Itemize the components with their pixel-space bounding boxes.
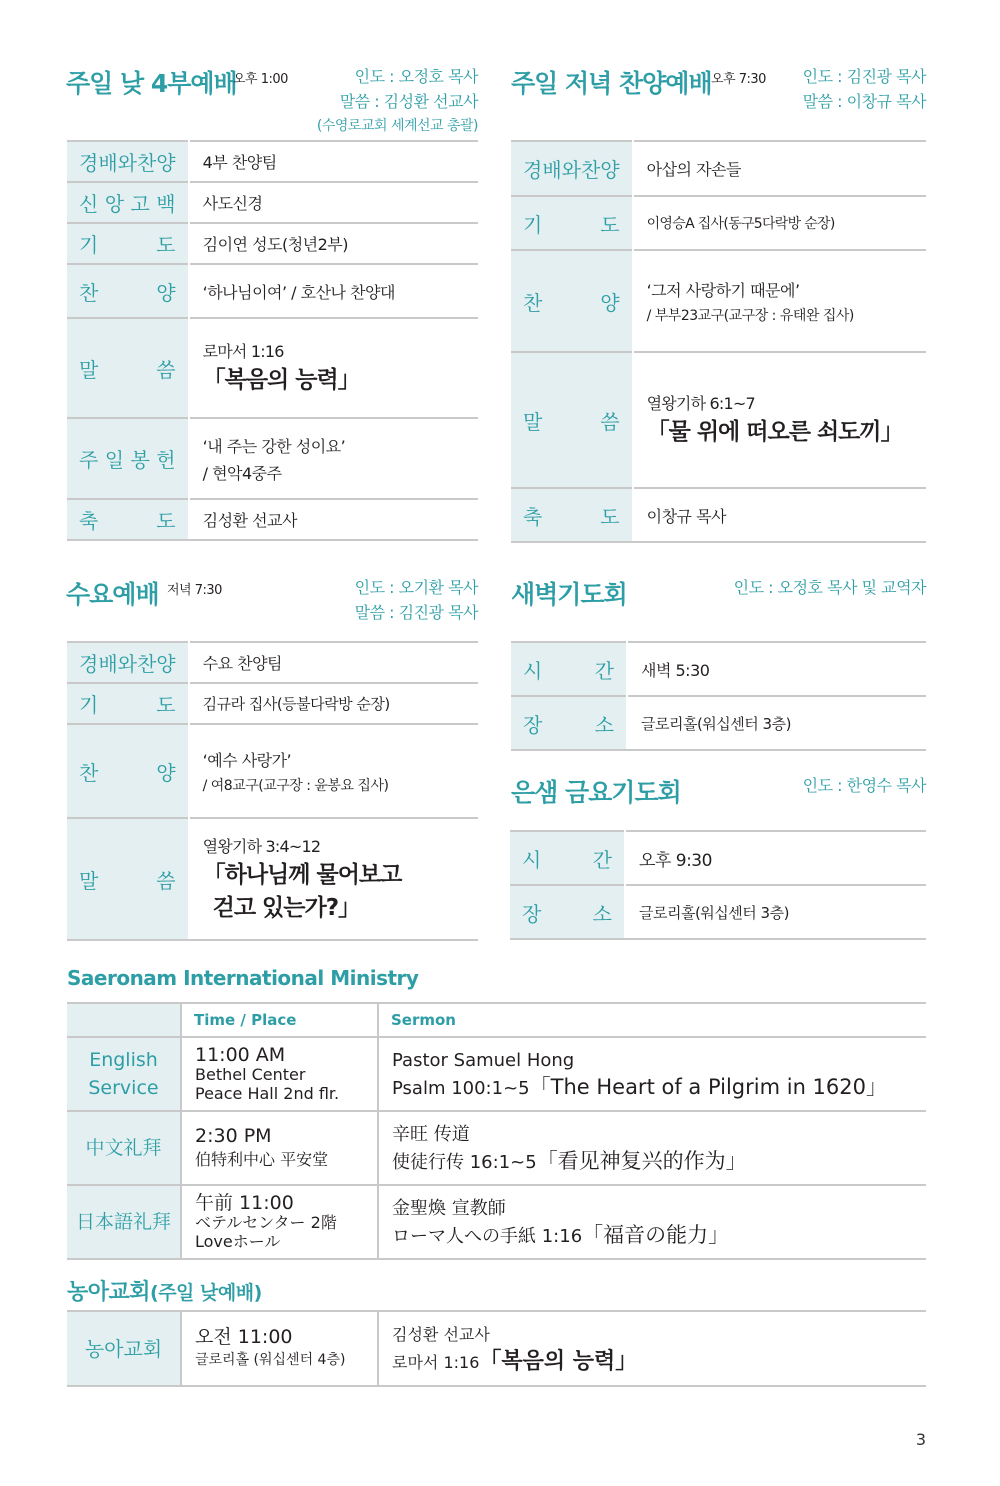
row-label: 찬 양: [511, 250, 633, 352]
row-value: 수요 찬양팀: [189, 642, 478, 683]
table-header-row: [67, 1003, 926, 1037]
table-row: [67, 1037, 926, 1111]
row-label: 기 도: [67, 683, 189, 724]
row-time-place: 오전 11:00 글로리홀 (워십센터 4층): [181, 1311, 378, 1386]
row-label: 기 도: [67, 223, 189, 264]
wed-leaders: [355, 575, 478, 625]
intl-title: Saeronam International Ministry: [67, 966, 419, 990]
offering-song: ‘내 주는 강한 성이요’: [202, 436, 346, 456]
table-row: [510, 831, 926, 885]
row-label: 축 도: [511, 488, 633, 542]
row-value: [189, 818, 478, 940]
table-row: [511, 488, 926, 542]
row-value: [189, 318, 478, 418]
wed-lead: 인도 : 오기환 목사: [354, 578, 478, 597]
table-row: [67, 1185, 926, 1259]
sermon-title-line2: 걷고 있는가?」: [212, 894, 361, 921]
row-label: 말 씀: [67, 818, 189, 940]
scripture-ref: 열왕기하 6:1~7: [646, 394, 755, 413]
table-row: [67, 418, 478, 499]
page-number: 3: [915, 1430, 926, 1449]
wed-preacher: 말씀 : 김진광 목사: [354, 603, 478, 622]
deaf-table: [67, 1310, 926, 1387]
table-row: [67, 182, 478, 223]
row-label: 말 씀: [511, 352, 633, 488]
sunday-eve-lead: 인도 : 김진광 목사: [802, 67, 926, 86]
row-label-deaf: 농아교회: [67, 1311, 181, 1386]
table-row: [511, 696, 926, 750]
table-row: [67, 264, 478, 318]
table-row: [67, 1111, 926, 1185]
sunday-eve-leaders: [803, 64, 926, 114]
table-row: [67, 724, 478, 818]
table-row: [511, 196, 926, 250]
table-row: [510, 885, 926, 939]
row-value: 오후 9:30: [625, 831, 926, 885]
table-row: [67, 1311, 926, 1386]
row-label: 장 소: [511, 696, 627, 750]
row-value: [189, 418, 478, 499]
scripture-ref: 열왕기하 3:4~12: [202, 836, 321, 856]
deaf-title: 농아교회(주일 낮예배): [67, 1280, 262, 1305]
row-label-japanese: 日本語礼拜: [67, 1185, 181, 1259]
row-label: 경배와찬양: [67, 141, 189, 182]
special-song: ‘그저 사랑하기 때문에’: [646, 280, 800, 300]
intl-table: [67, 1002, 926, 1260]
row-value: 글로리홀(워십센터 3층): [625, 885, 926, 939]
row-label-chinese: 中文礼拜: [67, 1111, 181, 1185]
row-label: 장 소: [510, 885, 625, 939]
table-row: [511, 250, 926, 352]
header-empty: [67, 1003, 181, 1037]
dawn-lead: 인도 : 오정호 목사 및 교역자: [733, 578, 926, 597]
sunday4-title: 주일 낮 4부예배: [66, 69, 237, 98]
friday-lead: 인도 : 한영수 목사: [802, 776, 926, 795]
table-row: [67, 141, 478, 182]
table-row: [67, 642, 478, 683]
row-label: 시 간: [511, 642, 627, 696]
friday-title: 은샘 금요기도회: [511, 778, 681, 807]
row-time-place: 午前 11:00 ベテルセンター 2階 Loveホール: [181, 1185, 378, 1259]
row-label: 경배와찬양: [67, 642, 189, 683]
sunday-eve-table: [511, 140, 926, 543]
special-performer: / 부부23교구(교구장 : 유태완 집사): [646, 307, 854, 324]
wed-table: [67, 641, 478, 941]
sunday4-lead: 인도 : 오정호 목사: [354, 67, 478, 86]
wed-time: 저녁 7:30: [167, 583, 222, 598]
sunday4-leaders: [317, 64, 478, 139]
special-performer: / 여8교구(교구장 : 윤봉요 집사): [202, 777, 389, 794]
row-value: 새벽 5:30: [627, 642, 926, 696]
table-row: [67, 318, 478, 418]
table-row: [67, 683, 478, 724]
row-label: 찬 양: [67, 264, 189, 318]
row-value: 아삽의 자손들: [633, 141, 926, 196]
sermon-title: 「복음의 능력」: [202, 367, 360, 393]
row-sermon: 金聖煥 宣教師 ローマ人への手紙 1:16「福音の能力」: [378, 1185, 926, 1259]
row-label-english: English Service: [67, 1037, 181, 1111]
header-time-place: Time / Place: [181, 1003, 378, 1037]
row-value: 4부 찬양팀: [189, 141, 478, 182]
row-value: ‘하나님이여’ / 호산나 찬양대: [189, 264, 478, 318]
sunday4-table: [67, 140, 478, 541]
friday-table: [510, 830, 926, 940]
table-row: [511, 642, 926, 696]
row-label: 주 일 봉 헌: [67, 418, 189, 499]
row-value: 김규라 집사(등불다락방 순장): [189, 683, 478, 724]
row-label: 찬 양: [67, 724, 189, 818]
table-row: [67, 223, 478, 264]
row-time-place: 2:30 PM 伯特利中心 平安堂: [181, 1111, 378, 1185]
row-label: 말 씀: [67, 318, 189, 418]
table-row: [67, 818, 478, 940]
row-label: 신 앙 고 백: [67, 182, 189, 223]
row-label: 기 도: [511, 196, 633, 250]
row-value: 글로리홀(워십센터 3층): [627, 696, 926, 750]
wed-title: 수요예배: [66, 580, 159, 609]
offering-performer: / 현악4중주: [202, 463, 282, 483]
row-value: 이창규 목사: [633, 488, 926, 542]
sermon-title: 「물 위에 떠오른 쇠도끼」: [646, 419, 903, 445]
row-value: [633, 250, 926, 352]
row-value: 이영승A 집사(동구5다락방 순장): [633, 196, 926, 250]
sunday4-preacher: 말씀 : 김성환 선교사: [339, 92, 478, 111]
sunday-eve-time: 오후 7:30: [711, 72, 766, 87]
sermon-title-line1: 「하나님께 물어보고: [202, 861, 402, 888]
row-label: 경배와찬양: [511, 141, 633, 196]
sunday-eve-title: 주일 저녁 찬양예배: [511, 69, 712, 98]
table-row: [511, 141, 926, 196]
row-value: [633, 352, 926, 488]
row-value: 김성환 선교사: [189, 499, 478, 540]
special-song: ‘예수 사랑가’: [202, 750, 292, 770]
row-value: 김이연 성도(청년2부): [189, 223, 478, 264]
header-sermon: Sermon: [378, 1003, 926, 1037]
row-label: 시 간: [510, 831, 625, 885]
table-row: [511, 352, 926, 488]
dawn-title: 새벽기도회: [511, 580, 627, 609]
row-value: [189, 724, 478, 818]
row-sermon: 김성환 선교사 로마서 1:16「복음의 능력」: [378, 1311, 926, 1386]
row-label: 축 도: [67, 499, 189, 540]
sunday4-time: 오후 1:00: [233, 72, 288, 87]
dawn-table: [511, 641, 926, 751]
table-row: [67, 499, 478, 540]
row-time-place: 11:00 AM Bethel Center Peace Hall 2nd flr.: [181, 1037, 378, 1111]
row-sermon: 辛旺 传道 使徒行传 16:1~5「看见神复兴的作为」: [378, 1111, 926, 1185]
sunday4-preacher-note: (수영로교회 세계선교 총괄): [316, 118, 478, 134]
row-value: 사도신경: [189, 182, 478, 223]
row-sermon: Pastor Samuel Hong Psalm 100:1~5「The Heart of a Pilgrim in 1620」: [378, 1037, 926, 1111]
sunday-eve-preacher: 말씀 : 이창규 목사: [802, 92, 926, 111]
scripture-ref: 로마서 1:16: [202, 342, 284, 361]
